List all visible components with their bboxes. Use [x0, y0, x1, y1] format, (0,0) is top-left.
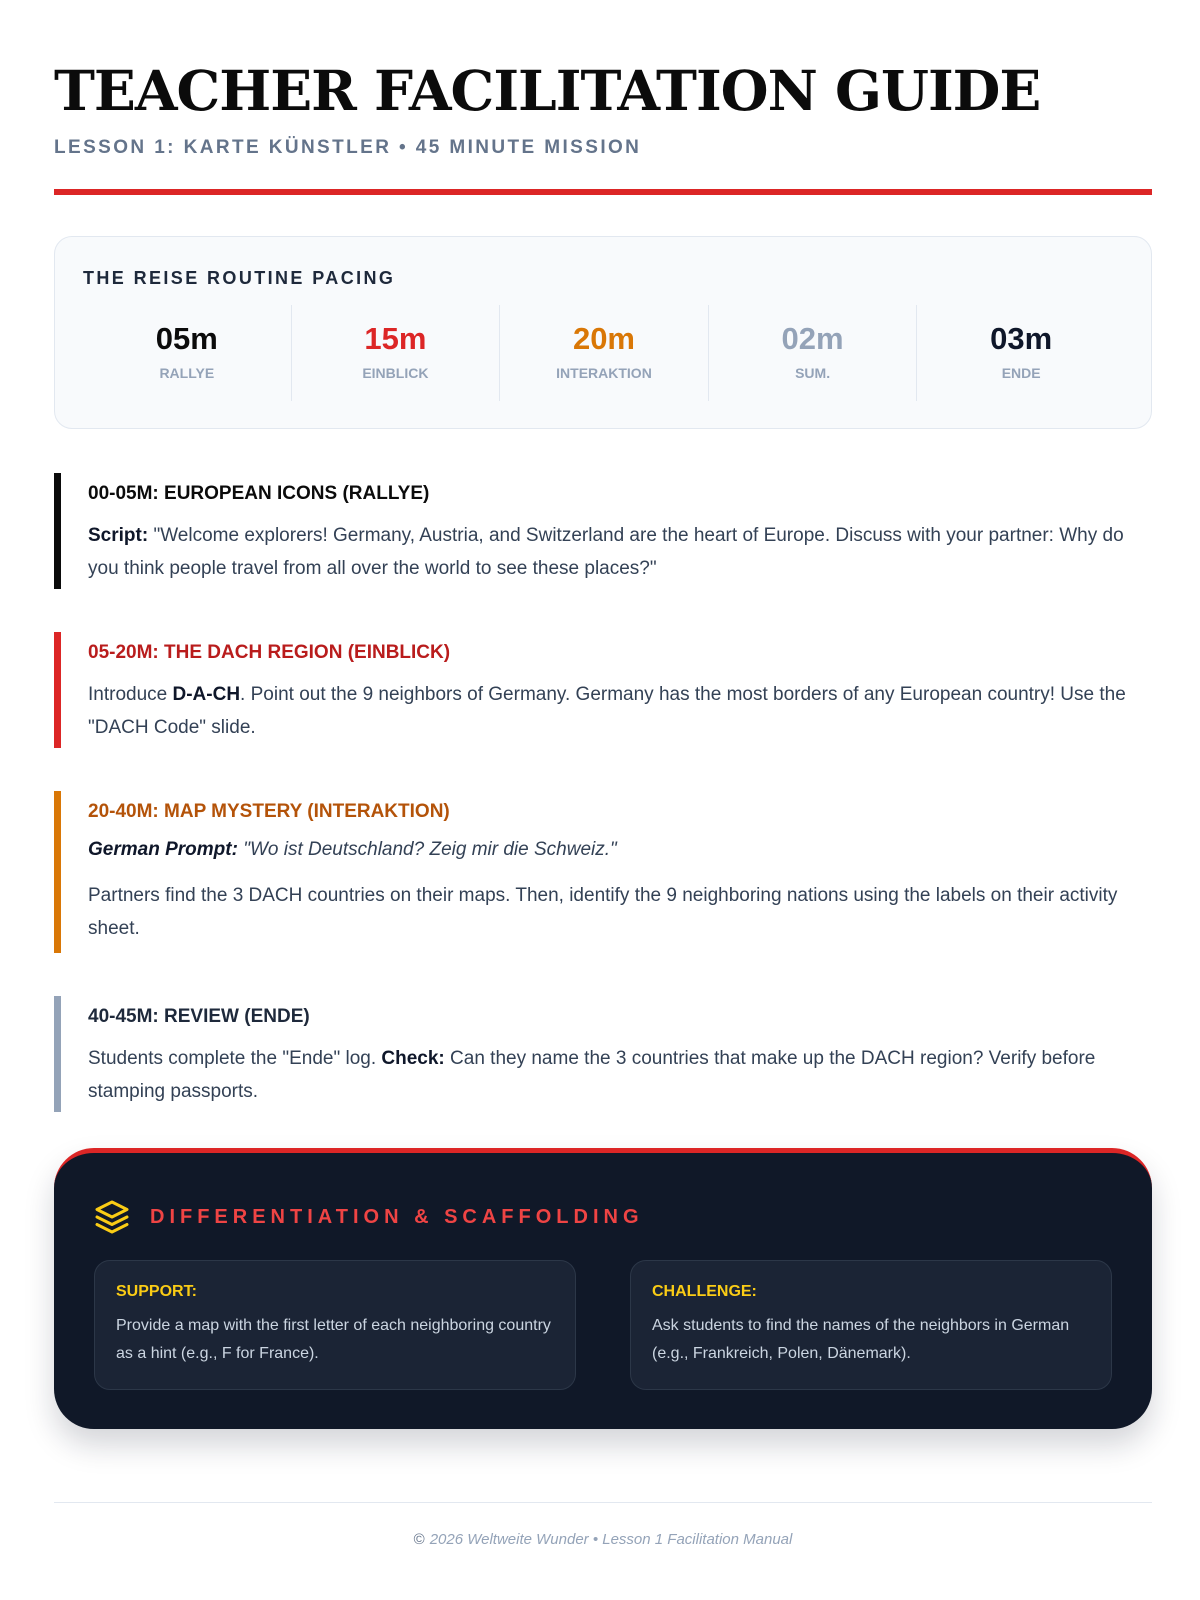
differentiation-header [94, 1199, 644, 1235]
support-body: Provide a map with the first letter of each neighboring country as a hint (e.g., F for France). [116, 1317, 551, 1362]
german-prompt [88, 837, 1152, 863]
prompt-text: "Wo ist Deutschland? Zeig mir die Schweiz." [237, 839, 617, 860]
script-label: Script: [88, 525, 149, 546]
section-accent-bar [54, 996, 61, 1112]
section-body: Partners find the 3 DACH countries on their maps. Then, identify the 9 neighboring nations using the labels on their activity sheet. [88, 885, 1118, 939]
pacing-label: SUM. [795, 365, 831, 381]
body-text-pre: Students complete the "Ende" log. [88, 1048, 382, 1069]
page-subtitle: LESSON 1: KARTE KÜNSTLER • 45 MINUTE MISSION [54, 137, 642, 158]
support-title: SUPPORT: [116, 1283, 197, 1300]
section-dach-region [54, 632, 1152, 748]
section-heading: 40-45M: REVIEW (ENDE) [88, 1006, 310, 1027]
differentiation-title: DIFFERENTIATION & SCAFFOLDING [150, 1205, 644, 1228]
support-box [94, 1260, 576, 1390]
pacing-label: RALLYE [159, 365, 215, 381]
pacing-item-ende [917, 305, 1125, 401]
section-accent-bar [54, 473, 61, 589]
pacing-time: 02m [781, 321, 844, 356]
body-text-bold: Check: [381, 1048, 445, 1069]
section-body [88, 678, 1152, 744]
pacing-item-rallye [83, 305, 292, 401]
challenge-body: Ask students to find the names of the neighbors in German (e.g., Frankreich, Polen, Dänemark). [652, 1317, 1070, 1362]
challenge-title: CHALLENGE: [652, 1283, 757, 1300]
page-title: TEACHER FACILITATION GUIDE [54, 58, 1041, 123]
section-heading: 20-40M: MAP MYSTERY (INTERAKTION) [88, 801, 450, 822]
footer [54, 1531, 1152, 1548]
pacing-label: INTERAKTION [556, 365, 652, 381]
pacing-time: 05m [155, 321, 218, 356]
pacing-item-interaktion [500, 305, 709, 401]
footer-divider [54, 1502, 1152, 1503]
differentiation-card [54, 1148, 1152, 1429]
footer-text: 2026 Weltweite Wunder • Lesson 1 Facilitation Manual [429, 1531, 793, 1548]
pacing-item-sum [709, 305, 918, 401]
body-text-bold: D-A-CH [172, 684, 241, 705]
facilitation-guide-page [54, 0, 1152, 1600]
pacing-card [54, 236, 1152, 429]
pacing-item-einblick [292, 305, 501, 401]
header-divider [54, 189, 1152, 195]
section-heading: 00-05M: EUROPEAN ICONS (RALLYE) [88, 483, 430, 504]
section-heading: 05-20M: THE DACH REGION (EINBLICK) [88, 642, 451, 663]
layers-icon [94, 1199, 130, 1235]
body-text-pre: Introduce [88, 684, 173, 705]
pacing-row [83, 305, 1125, 401]
pacing-title: THE REISE ROUTINE PACING [83, 268, 396, 288]
script-text: "Welcome explorers! Germany, Austria, and Switzerland are the heart of Europe. Discuss with your partner: Why do you think people travel from all over the world to see these places?" [88, 525, 1124, 579]
section-body [88, 519, 1152, 585]
body-text-post: Can they name the 3 countries that make up the DACH region? Verify before stamping passports. [88, 1048, 1096, 1102]
section-european-icons [54, 473, 1152, 589]
section-accent-bar [54, 632, 61, 748]
pacing-time: 03m [990, 321, 1053, 356]
prompt-label: German Prompt: [88, 839, 238, 860]
pacing-time: 20m [572, 321, 635, 356]
section-review [54, 996, 1152, 1112]
section-body [88, 1042, 1152, 1108]
pacing-label: EINBLICK [362, 365, 429, 381]
challenge-box [630, 1260, 1112, 1390]
copyright-icon: © [413, 1531, 425, 1548]
pacing-time: 15m [364, 321, 427, 356]
pacing-label: ENDE [1001, 365, 1041, 381]
body-text-post: . Point out the 9 neighbors of Germany. Germany has the most borders of any European country! Use the "DACH Code" slide. [88, 684, 1126, 738]
section-accent-bar [54, 791, 61, 953]
section-map-mystery [54, 791, 1152, 953]
